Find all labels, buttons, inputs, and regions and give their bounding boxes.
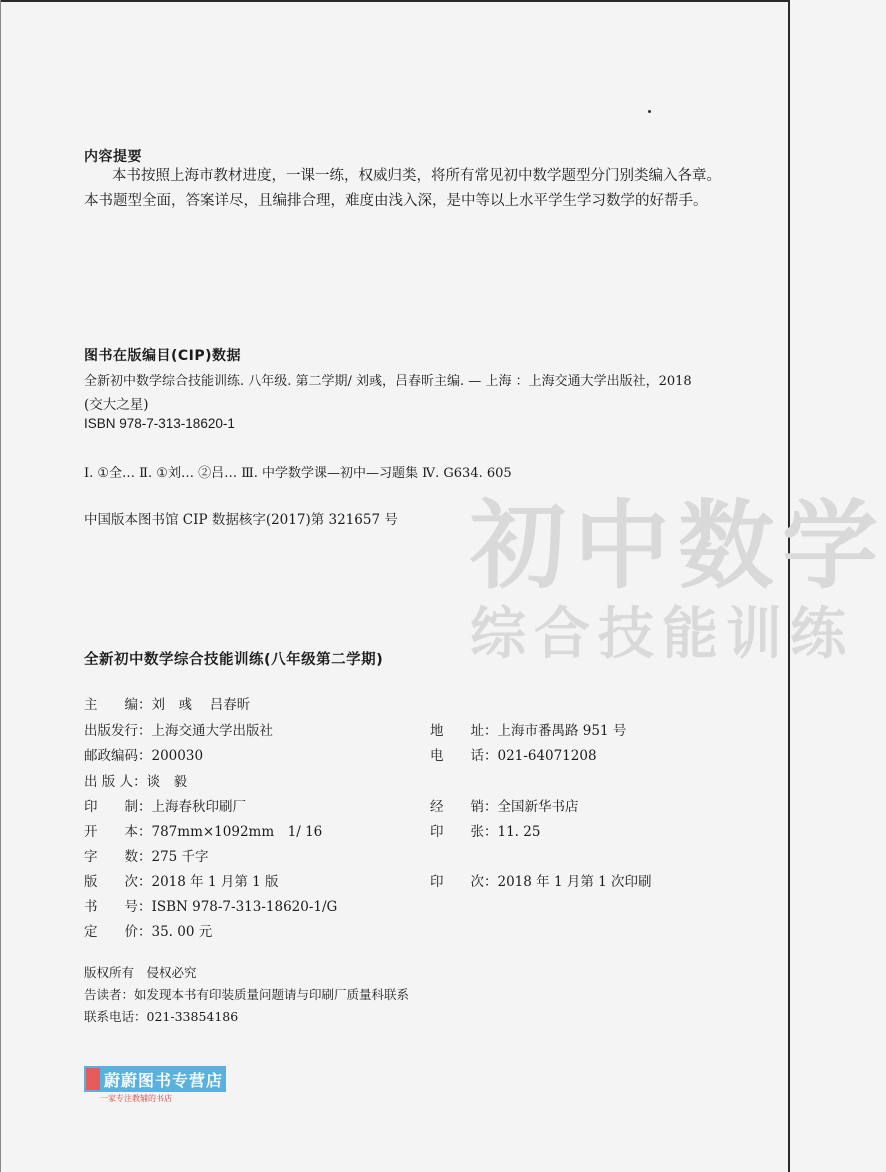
detail-label: 印 张：: [430, 824, 498, 840]
detail-distributor: [430, 795, 579, 815]
detail-label: 邮政编码：: [84, 748, 152, 764]
summary-line-1: 本书按照上海市教材进度，一课一练，权威归类，将所有常见初中数学题型分门别类编入各章。: [112, 168, 721, 184]
detail-label: 开 本：: [84, 824, 152, 840]
page-border-top: [0, 0, 790, 2]
detail-label: 出 版 人：: [84, 774, 147, 790]
detail-value: 全国新华书店: [497, 799, 579, 815]
detail-value: 021-64071208: [497, 748, 597, 764]
rights-notice: 版权所有 侵权必究: [84, 965, 197, 980]
cip-line-1: 全新初中数学综合技能训练. 八年级. 第二学期/ 刘彧，吕春昕主编. — 上海 ：上海交通大学出版社，2018: [84, 374, 692, 389]
detail-pub-person: [84, 770, 187, 790]
detail-sheets: [430, 820, 540, 840]
detail-words: [84, 845, 209, 865]
cip-record: 中国版本图书馆 CIP 数据核字(2017)第 321657 号: [84, 512, 398, 528]
cip-isbn: ISBN 978-7-313-18620-1: [84, 416, 235, 431]
detail-label: 电 话：: [430, 748, 498, 764]
detail-printer: [84, 795, 246, 815]
summary-line-2: 本书题型全面，答案详尽，且编排合理，难度由浅入深，是中等以上水平学生学习数学的好帮手。: [84, 193, 708, 209]
detail-label: 印 制：: [84, 799, 152, 815]
detail-label: 主 编：: [84, 697, 152, 713]
detail-label: 字 数：: [84, 849, 152, 865]
detail-value: 275 千字: [151, 849, 209, 865]
detail-value: 200030: [151, 748, 204, 764]
detail-publisher: [84, 719, 273, 739]
detail-label: 印 次：: [430, 874, 498, 890]
cip-line-2: (交大之星): [84, 397, 149, 413]
shop-logo-icon: [86, 1068, 100, 1090]
detail-value: 35. 00 元: [151, 924, 213, 940]
speck: [648, 110, 651, 113]
detail-value: 上海春秋印刷厂: [151, 799, 246, 815]
detail-value: 上海交通大学出版社: [151, 723, 273, 739]
detail-price: [84, 920, 212, 940]
detail-phone: [430, 744, 597, 764]
page-border-left: [0, 0, 1, 1172]
detail-label: 书 号：: [84, 899, 152, 915]
book-title: 全新初中数学综合技能训练(八年级第二学期): [84, 652, 384, 668]
detail-label: 版 次：: [84, 874, 152, 890]
detail-value: 谈 毅: [146, 774, 188, 790]
shop-logo-slogan: 一家专注教辅的书店: [100, 1094, 172, 1103]
detail-label: 经 销：: [430, 799, 498, 815]
summary-title: 内容提要: [84, 149, 142, 165]
shop-logo-name: 蔚蔚图书专营店: [104, 1071, 224, 1090]
reader-notice: 告读者：如发现本书有印装质量问题请与印刷厂质量科联系: [84, 987, 410, 1002]
detail-label: 地 址：: [430, 723, 498, 739]
bleed-through-subtitle: 综合技能训练: [470, 602, 854, 667]
detail-label: 定 价：: [84, 924, 152, 940]
detail-value: 2018 年 1 月第 1 版: [151, 874, 279, 890]
bleed-through-title: 初中数学: [470, 490, 886, 602]
detail-address: [430, 719, 626, 739]
detail-value: 刘 彧 吕春昕: [151, 697, 251, 713]
detail-value: 2018 年 1 月第 1 次印刷: [497, 874, 652, 890]
detail-value: 787mm×1092mm 1/ 16: [151, 824, 323, 840]
detail-postcode: [84, 744, 203, 764]
cip-title: 图书在版编目(CIP)数据: [84, 348, 242, 364]
cip-classification: Ⅰ. ①全… Ⅱ. ①刘… ②吕… Ⅲ. 中学数学课—初中—习题集 Ⅳ. G634. 605: [84, 466, 512, 481]
detail-value: ISBN 978-7-313-18620-1/G: [151, 899, 338, 915]
detail-format: [84, 820, 322, 840]
detail-label: 出版发行：: [84, 723, 152, 739]
page-border-right: [788, 0, 790, 1172]
detail-edition: [84, 870, 279, 890]
contact-phone: 联系电话：021-33854186: [84, 1009, 239, 1024]
detail-book-number: [84, 895, 337, 915]
detail-value: 上海市番禺路 951 号: [497, 723, 627, 739]
detail-value: 11. 25: [497, 824, 541, 840]
detail-editor: [84, 693, 250, 713]
detail-impression: [430, 870, 652, 890]
